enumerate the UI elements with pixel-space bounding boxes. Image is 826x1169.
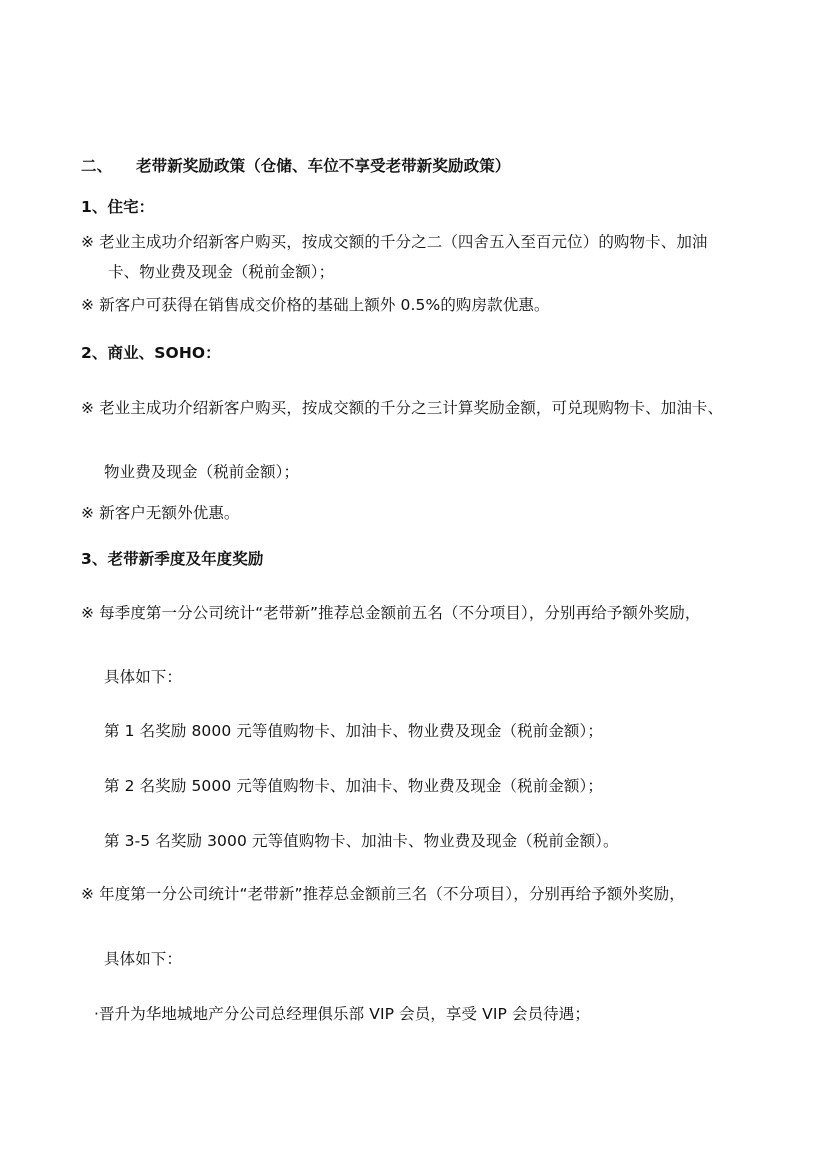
residential-new-customer-discount: ※ 新客户可获得在销售成交价格的基础上额外 0.5%的购房款优惠。 xyxy=(81,296,550,314)
commercial-referral-reward: ※ 老业主成功介绍新客户购买，按成交额的千分之三计算奖励金额，可兑现购物卡、加油卡、 xyxy=(81,399,724,417)
quarterly-award-rank-3-5: 第 3-5 名奖励 3000 元等值购物卡、加油卡、物业费及现金（税前金额）。 xyxy=(104,832,619,850)
section-title: 老带新奖励政策（仓储、车位不享受老带新奖励政策） xyxy=(136,157,511,175)
residential-referral-reward: ※ 老业主成功介绍新客户购买，按成交额的千分之二（四舍五入至百元位）的购物卡、加油 xyxy=(81,233,708,251)
residential-heading: 1、住宅： xyxy=(81,198,155,216)
quarterly-award-details-label: 具体如下： xyxy=(104,668,183,686)
annual-award-vip: ·晋升为华地城地产分公司总经理俱乐部 VIP 会员，享受 VIP 会员待遇； xyxy=(94,1005,590,1023)
annual-award-details-label: 具体如下： xyxy=(104,950,183,968)
commercial-heading: 2、商业、SOHO： xyxy=(81,344,221,362)
annual-award-intro: ※ 年度第一分公司统计“老带新”推荐总金额前三名（不分项目），分别再给予额外奖励， xyxy=(81,885,685,903)
quarterly-award-rank-2: 第 2 名奖励 5000 元等值购物卡、加油卡、物业费及现金（税前金额）； xyxy=(104,777,603,795)
quarterly-award-intro: ※ 每季度第一分公司统计“老带新”推荐总金额前五名（不分项目），分别再给予额外奖励， xyxy=(81,604,701,622)
section-number: 二、 xyxy=(81,157,113,175)
awards-heading: 3、老带新季度及年度奖励 xyxy=(81,550,264,568)
commercial-new-customer-note: ※ 新客户无额外优惠。 xyxy=(81,504,240,522)
quarterly-award-rank-1: 第 1 名奖励 8000 元等值购物卡、加油卡、物业费及现金（税前金额）； xyxy=(104,722,603,740)
residential-referral-reward-cont: 卡、物业费及现金（税前金额）； xyxy=(108,263,335,281)
commercial-referral-reward-cont: 物业费及现金（税前金额）； xyxy=(104,463,300,481)
